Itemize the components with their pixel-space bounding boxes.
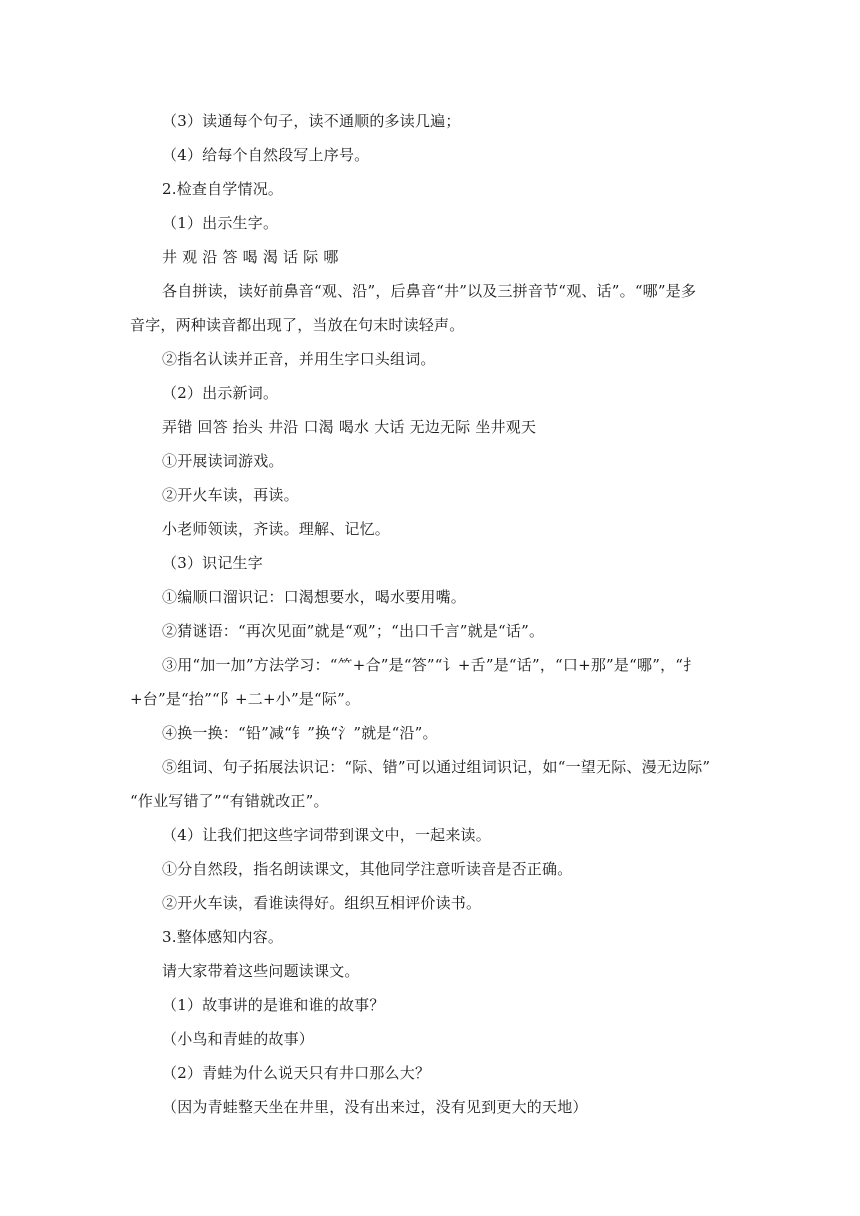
paragraph-line: +台”是“抬”“阝+二+小”是“际”。 — [130, 690, 361, 708]
paragraph-line: ⑤组词、句子拓展法识记：“际、错”可以通过组词识记，如“一望无际、漫无边际” — [162, 758, 711, 776]
text-line: ②开火车读，再读。 — [162, 486, 299, 504]
text-line: ②开火车读，看谁读得好。组织互相评价读书。 — [162, 894, 482, 912]
text-line: （3）读通每个句子，读不通顺的多读几遍； — [162, 112, 461, 130]
text-line: ①分自然段，指名朗读课文，其他同学注意听读音是否正确。 — [162, 860, 573, 878]
text-line: （小鸟和青蛙的故事） — [162, 1030, 315, 1048]
text-line: （因为青蛙整天坐在井里，没有出来过，没有见到更大的天地） — [162, 1098, 588, 1116]
paragraph-line: 音字，两种读音都出现了，当放在句末时读轻声。 — [130, 316, 465, 334]
word-list: 弄错 回答 抬头 井沿 口渴 喝水 大话 无边无际 坐井观天 — [162, 418, 537, 436]
text-line: ④换一换：“铅”减“钅”换“氵”就是“沿”。 — [162, 724, 438, 742]
text-line: 小老师领读，齐读。理解、记忆。 — [162, 520, 391, 538]
paragraph-line: ③用“加一加”方法学习：“⺮+合”是“答”“讠+舌”是“话”，“口+那”是“哪”，“扌 — [162, 656, 699, 674]
paragraph-line: 各自拼读，读好前鼻音“观、沿”，后鼻音“井”以及三拼音节“观、话”。“哪”是多 — [162, 282, 697, 300]
text-line: （1）故事讲的是谁和谁的故事？ — [162, 996, 385, 1014]
section-heading: 3.整体感知内容。 — [162, 928, 284, 946]
text-line: ②猜谜语：“再次见面”就是“观”；“出口千言”就是“话”。 — [162, 622, 545, 640]
text-line: （4）给每个自然段写上序号。 — [162, 146, 370, 164]
text-line: （2）青蛙为什么说天只有井口那么大？ — [162, 1064, 431, 1082]
text-line: ①编顺口溜识记：口渴想要水，喝水要用嘴。 — [162, 588, 467, 606]
text-line: ②指名认读并正音，并用生字口头组词。 — [162, 350, 436, 368]
text-line: （4）让我们把这些字词带到课文中，一起来读。 — [162, 826, 491, 844]
paragraph-line: “作业写错了”“有错就改正”。 — [130, 792, 329, 810]
character-list: 井 观 沿 答 喝 渴 话 际 哪 — [162, 248, 339, 266]
text-line: （1）出示生字。 — [162, 214, 279, 232]
text-line: （2）出示新词。 — [162, 384, 279, 402]
section-heading: 2.检查自学情况。 — [162, 180, 284, 198]
text-line: 请大家带着这些问题读课文。 — [162, 962, 360, 980]
text-line: ①开展读词游戏。 — [162, 452, 284, 470]
text-line: （3）识记生字 — [162, 554, 263, 572]
